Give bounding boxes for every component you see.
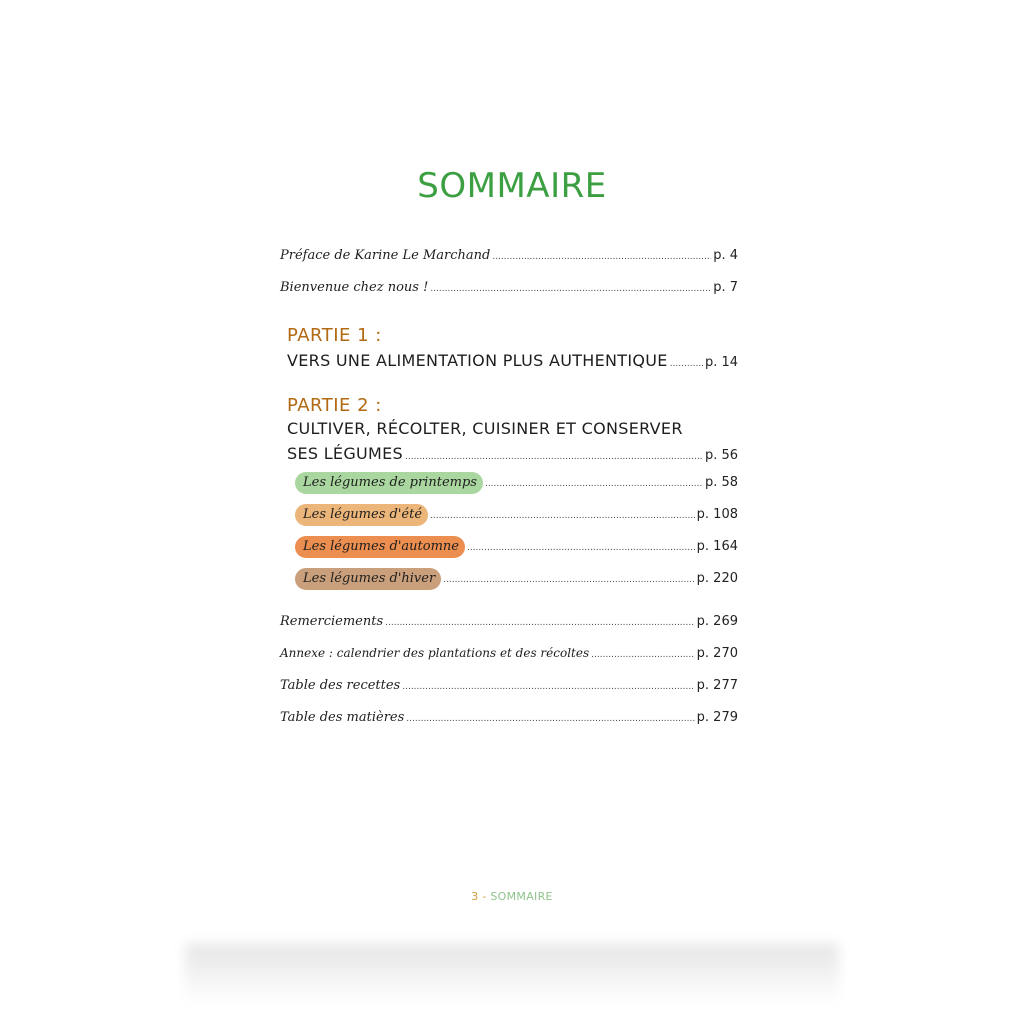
toc-entry-label: Préface de Karine Le Marchand [280,248,491,263]
toc-entry-bienvenue [280,280,738,295]
toc-entry-page: p. 269 [696,614,738,629]
toc-entry-page: p. 58 [704,475,738,490]
dot-leader [430,284,711,294]
toc-entry-automne [295,536,738,558]
part2-title-line2: SES LÉGUMES [287,444,404,463]
footer-page-number: 3 - [471,890,487,903]
toc-entry-preface [280,248,738,263]
toc-entry-matieres [280,710,738,725]
toc-entry-page: p. 108 [696,507,738,522]
dot-leader [591,650,695,660]
toc-entry-page: p. 270 [696,646,738,661]
toc-entry-annexe [280,646,738,661]
dot-leader [443,575,694,585]
toc-entry-page: p. 220 [696,571,738,586]
dot-leader [670,359,703,369]
season-pill-automne: Les légumes d'automne [295,536,465,558]
dot-leader [405,452,703,462]
season-pill-ete: Les légumes d'été [295,504,428,526]
page-title: SOMMAIRE [417,166,607,206]
toc-entry-recettes [280,678,738,693]
toc-entry-page: p. 277 [696,678,738,693]
toc-entry-hiver [295,568,738,590]
page-footer [0,890,1024,903]
toc-entry-printemps [295,472,738,494]
toc-entry-label: Annexe : calendrier des plantations et des récoltes [280,646,590,660]
toc-entry-part2 [287,444,738,463]
part2-title-line1: CULTIVER, RÉCOLTER, CUISINER ET CONSERVER [287,419,683,438]
part1-title: VERS UNE ALIMENTATION PLUS AUTHENTIQUE [287,351,668,370]
season-pill-hiver: Les légumes d'hiver [295,568,441,590]
dot-leader [485,479,703,489]
dot-leader [430,511,695,521]
dot-leader [406,714,694,724]
footer-section-name: SOMMAIRE [490,890,553,903]
toc-entry-part1 [287,351,738,370]
toc-entry-page: p. 279 [696,710,738,725]
dot-leader [385,618,695,628]
toc-entry-ete [295,504,738,526]
toc-entry-remerciements [280,614,738,629]
toc-entry-page: p. 56 [704,448,738,463]
toc-entry-label: Bienvenue chez nous ! [280,280,429,295]
dot-leader [402,682,694,692]
part2-heading: PARTIE 2 : [287,395,382,416]
toc-entry-label: Table des matières [280,710,405,725]
dot-leader [467,543,695,553]
page-shadow [185,944,839,1004]
toc-entry-page: p. 164 [696,539,738,554]
toc-entry-page: p. 4 [713,248,738,263]
dot-leader [492,252,711,262]
toc-entry-label: Table des recettes [280,678,401,693]
toc-entry-label: Remerciements [280,614,384,629]
toc-entry-page: p. 14 [704,355,738,370]
toc-entry-page: p. 7 [713,280,738,295]
part1-heading: PARTIE 1 : [287,325,382,346]
season-pill-printemps: Les légumes de printemps [295,472,483,494]
